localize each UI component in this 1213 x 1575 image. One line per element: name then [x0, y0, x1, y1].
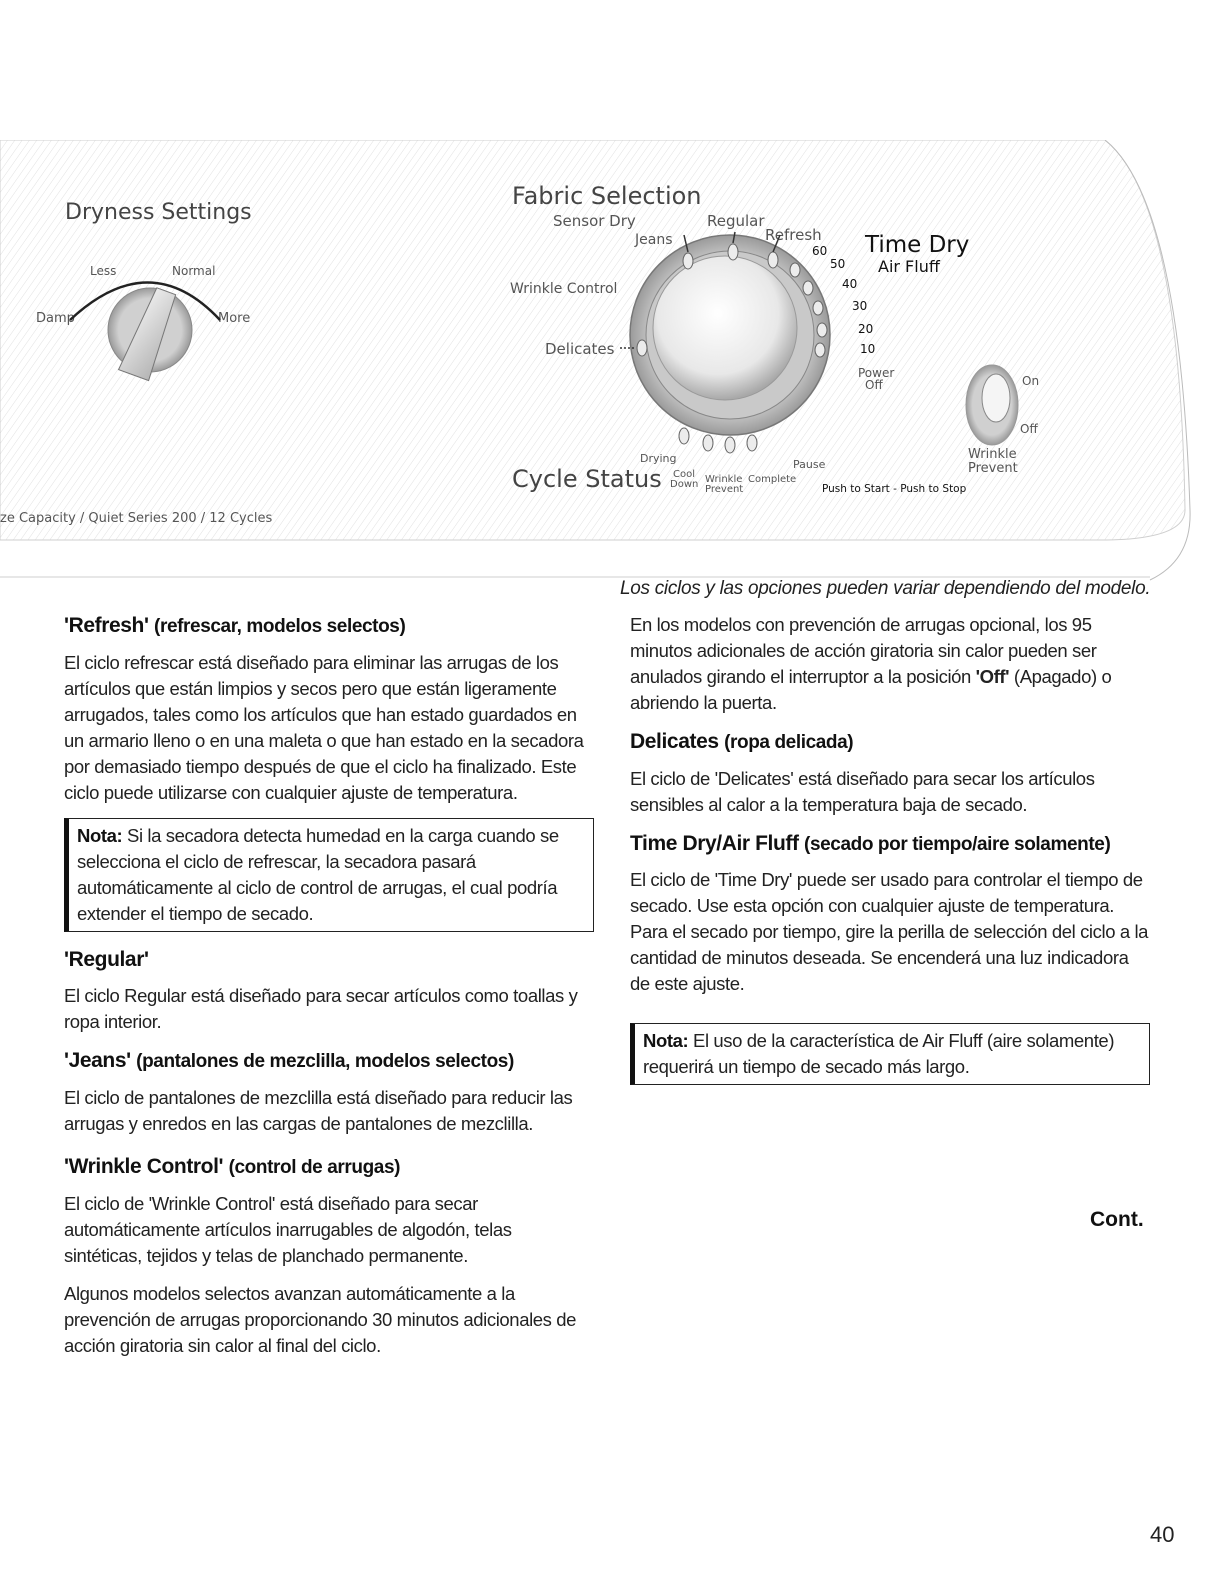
time-dry-heading-sub: (secado por tiempo/aire solamente) — [804, 833, 1111, 855]
wrinkle-control-label: Wrinkle Control — [510, 281, 618, 297]
switch-off-label: Off — [1020, 422, 1038, 436]
dryness-more-label: More — [218, 311, 251, 326]
delicates-heading-sub: (ropa delicada) — [724, 732, 854, 753]
push-to-start-label: Push to Start - Push to Stop — [822, 483, 967, 495]
time-dry-heading — [630, 830, 1150, 858]
dryness-normal-label: Normal — [172, 264, 216, 278]
wrinkle-prevent-label-1: Wrinkle — [968, 447, 1017, 462]
cycle-status-label: Cycle Status — [512, 465, 662, 493]
wrinkle-heading-title: 'Wrinkle Control' — [64, 1155, 224, 1179]
air-fluff-note-box — [630, 1023, 1150, 1085]
time-dry-label: Time Dry — [865, 232, 970, 258]
refresh-heading — [64, 612, 594, 640]
sensor-dry-label: Sensor Dry — [553, 212, 636, 230]
wrinkle-prevent-off-word: 'Off' — [975, 666, 1010, 687]
regular-paragraph: El ciclo Regular está diseñado para secar artículos como toallas y ropa interior. — [64, 985, 578, 1033]
status-cool-label-1: Cool — [673, 469, 695, 480]
delicates-label: Delicates — [545, 340, 615, 358]
time-dry-paragraph: El ciclo de 'Time Dry' puede ser usado para controlar el tiempo de secado. Use esta opción con cualquier ajuste de temperatura. Para el secado por tiempo, gire la perilla de selección del ciclo a la cantidad de minutos deseada. Se encenderá una luz indicadora de este ajuste. — [630, 869, 1149, 995]
regular-heading: 'Regular' — [64, 947, 149, 971]
air-fluff-label: Air Fluff — [878, 257, 940, 276]
jeans-paragraph: El ciclo de pantalones de mezclilla está diseñado para reducir las arrugas y enredos en las cargas de pantalones de mezclilla. — [64, 1087, 573, 1135]
continued-label: Cont. — [1090, 1208, 1144, 1231]
wrinkle-heading-sub: (control de arrugas) — [228, 1157, 401, 1179]
wrinkle-prevent-text-b: (Apagado) o abriendo la puerta. — [630, 666, 1112, 713]
model-variation-caption: Los ciclos y las opciones pueden variar dependiendo del modelo. — [620, 578, 1151, 599]
status-wrinkle-label-2: Prevent — [705, 484, 744, 495]
refresh-note-box — [64, 818, 594, 932]
dryness-less-label: Less — [90, 264, 117, 278]
delicates-paragraph: El ciclo de 'Delicates' está diseñado para secar los artículos sensibles al calor a la temperatura baja de secado. — [630, 767, 1095, 815]
status-cool-label-2: Down — [670, 479, 699, 490]
refresh-paragraph: El ciclo refrescar está diseñado para eliminar las arrugas de los artículos que están limpios y secos pero que están ligeramente arrugados, tales como los artículos que han estado guardados en un armario lleno o en una maleta o que han estado en la secadora por demasiado tiempo después de que el ciclo ha finalizado. Este ciclo puede utilizarse con cualquier ajuste de temperatura. — [64, 651, 584, 803]
wrinkle-control-heading — [64, 1153, 594, 1181]
switch-on-label: On — [1022, 374, 1040, 388]
minutes-30: 30 — [852, 299, 868, 313]
refresh-heading-title: 'Refresh' — [64, 614, 149, 637]
jeans-heading — [64, 1047, 594, 1075]
wrinkle-prevent-switch[interactable] — [966, 365, 1018, 445]
dryer-control-panel-illustration — [0, 140, 1213, 590]
air-fluff-note-text: El uso de la característica de Air Fluff (aire solamente) requerirá un tiempo de secado más largo. — [643, 1030, 1115, 1078]
refresh-note-label: Nota: — [77, 824, 123, 846]
refresh-label: Refresh — [765, 226, 822, 244]
dryness-settings-label: Dryness Settings — [65, 200, 252, 225]
power-off-label-1: Power — [858, 366, 895, 380]
left-column — [64, 612, 594, 1371]
fabric-selection-label: Fabric Selection — [512, 182, 702, 210]
minutes-10: 10 — [860, 342, 876, 356]
wrinkle-paragraph-2: Algunos modelos selectos avanzan automáticamente a la prevención de arrugas proporcionando 30 minutos adicionales de acción giratoria sin calor al final del ciclo. — [64, 1282, 577, 1356]
refresh-heading-sub: (refrescar, modelos selectos) — [154, 616, 406, 637]
right-column — [630, 612, 1150, 1099]
status-complete-label: Complete — [748, 474, 797, 485]
refresh-note-text: Si la secadora detecta humedad en la carga cuando se selecciona el ciclo de refrescar, la secadora pasará automáticamente al ciclo de control de arrugas, el cual podría extender el tiempo de secado. — [77, 824, 559, 924]
model-series-label: ze Capacity / Quiet Series 200 / 12 Cycles — [0, 511, 273, 526]
wrinkle-paragraph-1: El ciclo de 'Wrinkle Control' está diseñado para secar automáticamente artículos inarrugables de algodón, telas sintéticas, tejidos y telas de planchado permanente. — [64, 1192, 512, 1266]
wrinkle-prevent-label-2: Prevent — [968, 461, 1018, 476]
jeans-heading-sub: (pantalones de mezclilla, modelos selectos) — [136, 1051, 514, 1073]
status-pause-label: Pause — [793, 458, 826, 471]
time-dry-heading-title: Time Dry/Air Fluff — [630, 831, 799, 855]
jeans-label: Jeans — [635, 232, 673, 248]
regular-label: Regular — [707, 212, 765, 230]
minutes-50: 50 — [830, 257, 846, 271]
wrinkle-prevent-paragraph — [630, 612, 1150, 716]
status-wrinkle-label-1: Wrinkle — [705, 474, 743, 485]
minutes-20: 20 — [858, 322, 874, 336]
jeans-heading-title: 'Jeans' — [64, 1049, 131, 1073]
minutes-60: 60 — [812, 244, 828, 258]
delicates-heading-title: Delicates — [630, 730, 719, 753]
air-fluff-note-label: Nota: — [643, 1030, 689, 1052]
dryness-damp-label: Damp — [36, 311, 75, 326]
delicates-heading — [630, 728, 1150, 756]
status-drying-label: Drying — [640, 452, 677, 465]
minutes-40: 40 — [842, 277, 858, 291]
power-off-label-2: Off — [865, 378, 883, 392]
wrinkle-prevent-text-a: En los modelos con prevención de arrugas opcional, los 95 minutos adicionales de acción giratoria sin calor pueden ser anulados girando el interruptor a la posición — [630, 614, 1097, 687]
page-number: 40 — [1150, 1522, 1175, 1547]
